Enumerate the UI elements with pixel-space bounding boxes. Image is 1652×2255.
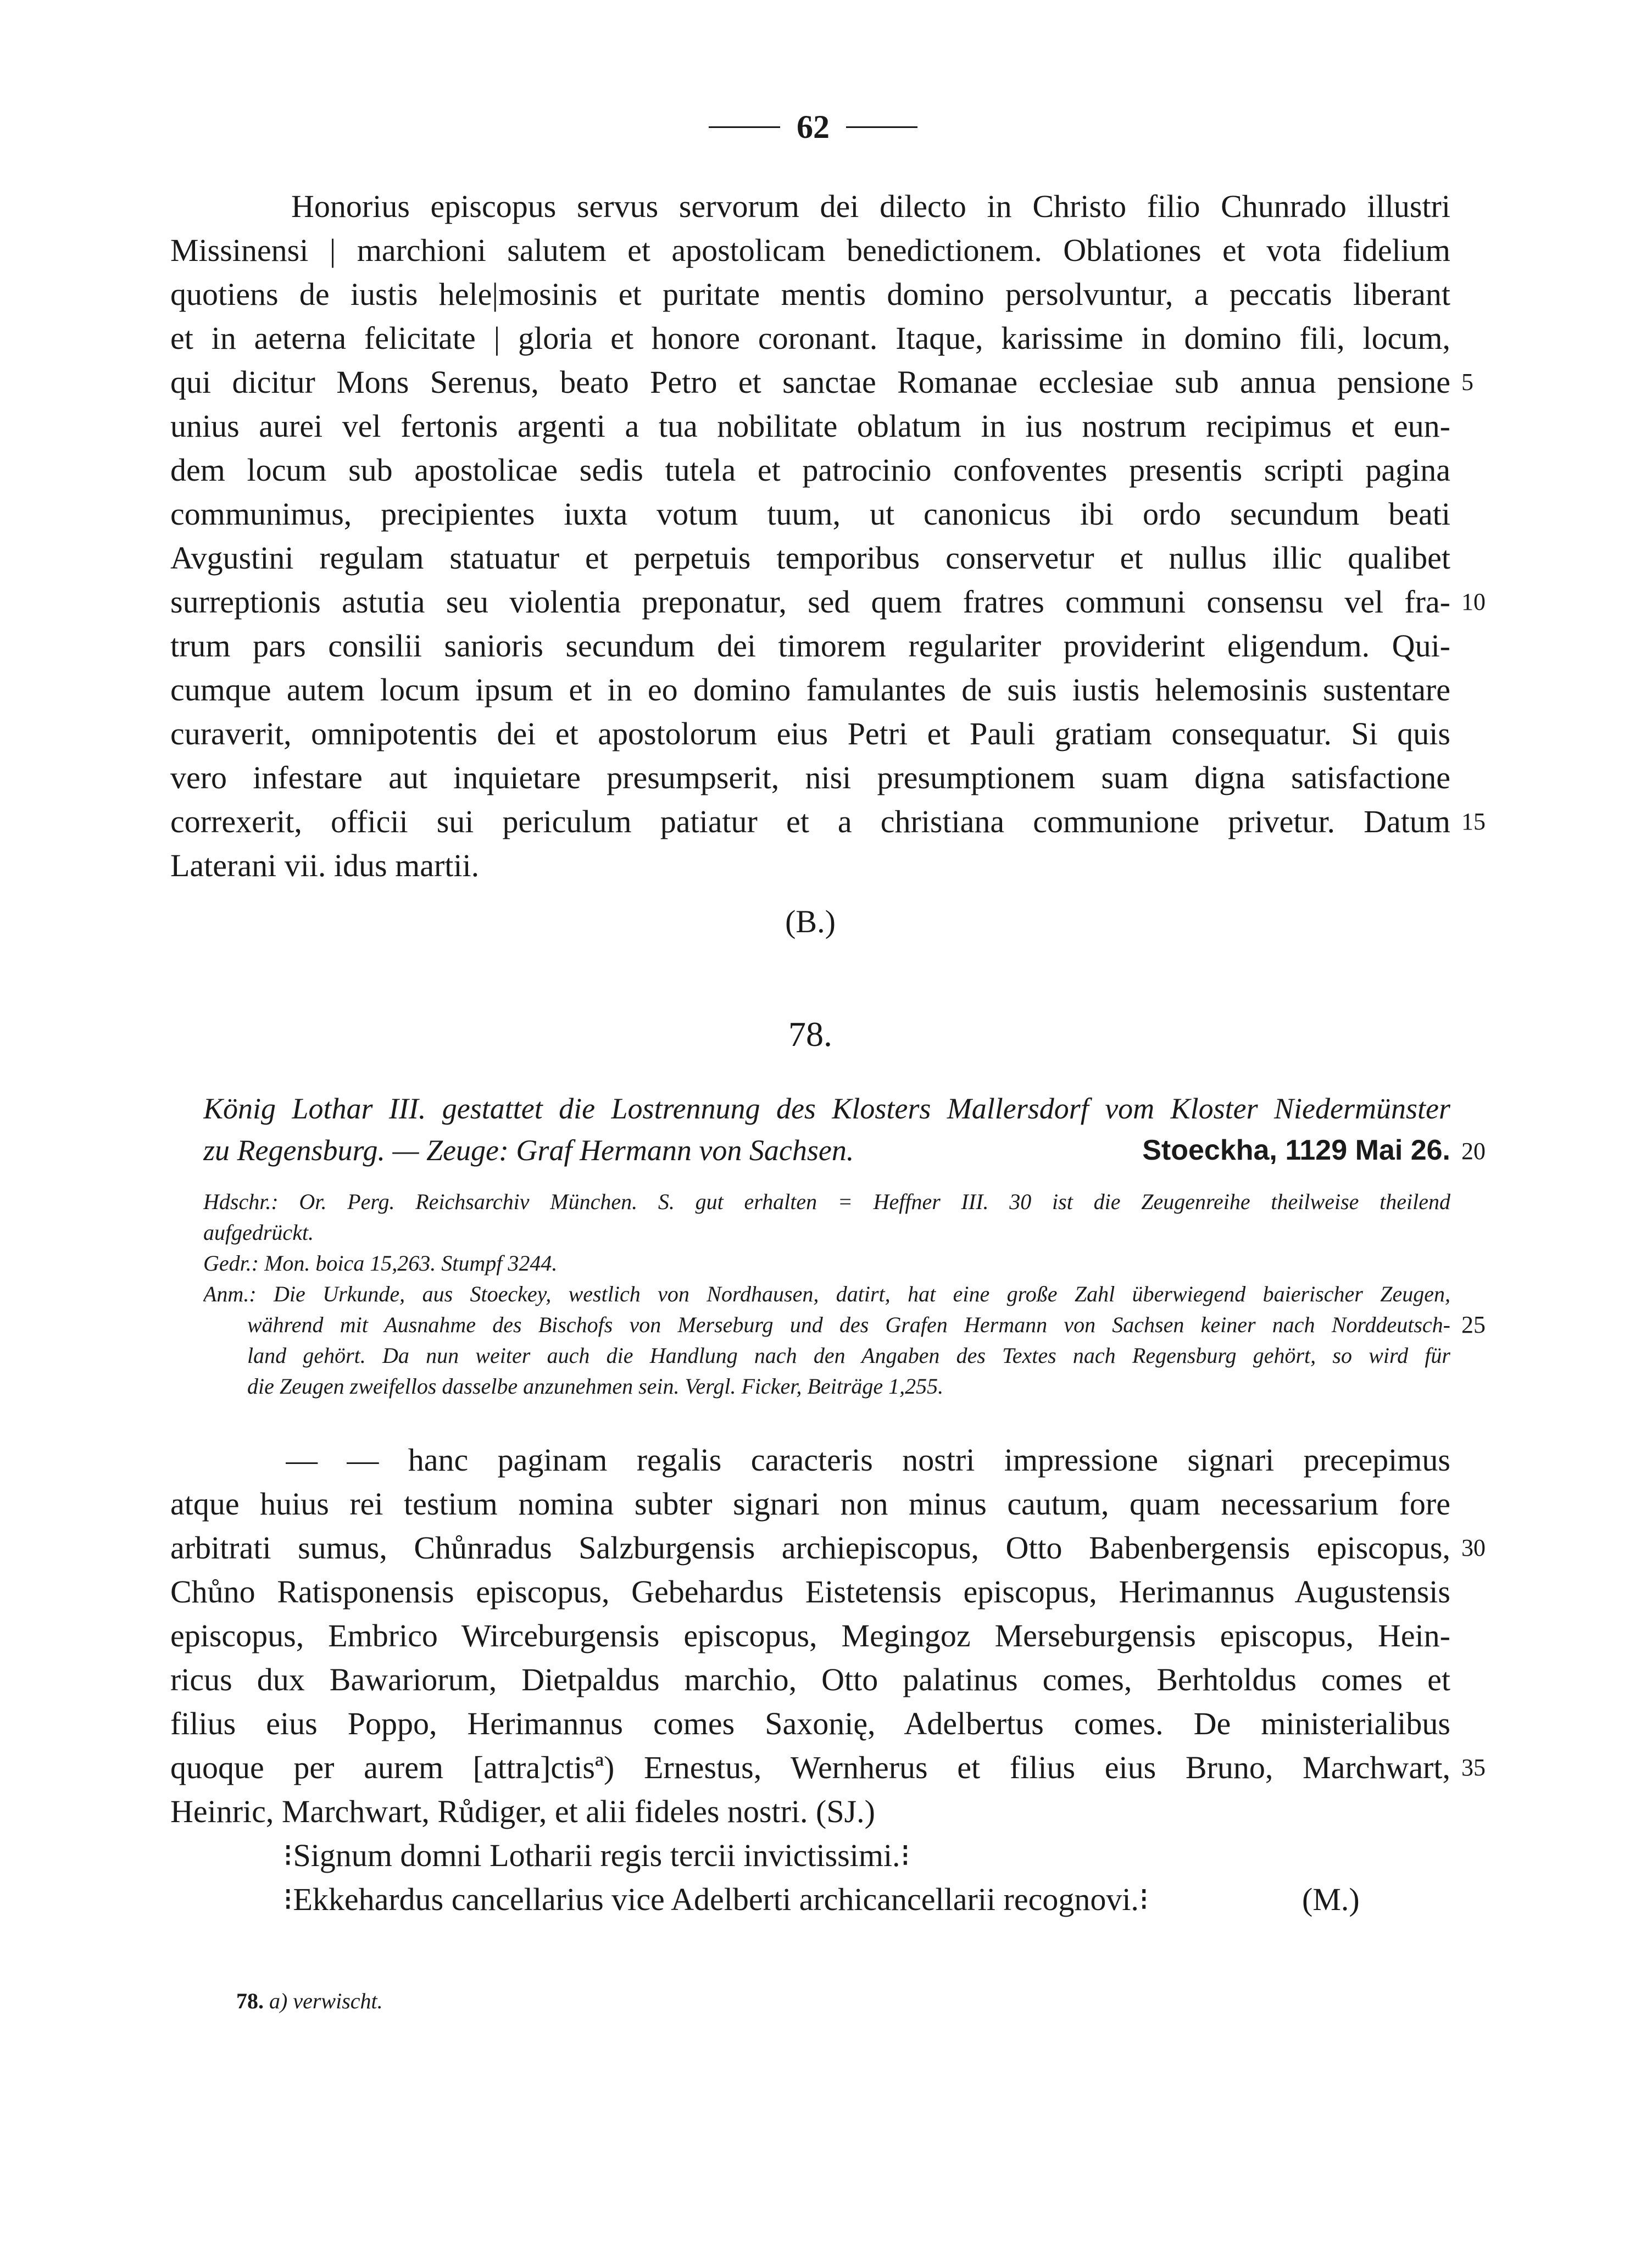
seal-mark: (M.) (1302, 1881, 1360, 1917)
footnote-ref: 78. (236, 1989, 264, 2013)
text-line: et in aeterna felicitate | gloria et honore coronant. Itaque, karissime in domino fili, locum, (170, 320, 1450, 356)
text-line: Honorius episcopus servus servorum dei dilecto in Christo filio Chunrado illustri (291, 188, 1450, 224)
document-number: 78. (788, 1015, 832, 1054)
note-line: die Zeugen zweifellos dasselbe anzunehmen sein. Vergl. Ficker, Beiträge 1,255. (247, 1374, 944, 1399)
footnote-text: a) verwischt. (269, 1989, 383, 2013)
text-line: Laterani vii. idus martii. (170, 848, 480, 883)
note-line: aufgedrückt. (203, 1220, 314, 1245)
note-line: während mit Ausnahme des Bischofs von Merseburg und des Grafen Hermann von Sachsen keiner nach Norddeutsch- (247, 1312, 1450, 1337)
text-line: atque huius rei testium nomina subter signari non minus cautum, quam necessarium fore (170, 1486, 1450, 1522)
note-line: Hdschr.: Or. Perg. Reichsarchiv München. S. gut erhalten = Heffner III. 30 ist die Zeugenreihe theilweise theilend (203, 1189, 1450, 1214)
line-number: 30 (1461, 1534, 1486, 1561)
note-line: land gehört. Da nun weiter auch die Handlung nach den Angaben des Textes nach Regensburg gehört, so wird für (247, 1343, 1450, 1368)
note-line: Gedr.: Mon. boica 15,263. Stumpf 3244. (203, 1251, 558, 1276)
text-line: Chůno Ratisponensis episcopus, Gebehardus Eistetensis episcopus, Herimannus Augustensis (170, 1574, 1450, 1610)
summary-line: zu Regensburg. — Zeuge: Graf Hermann von Sachsen. (203, 1134, 854, 1167)
line-number: 15 (1461, 808, 1486, 835)
text-line: arbitrati sumus, Chůnradus Salzburgensis archiepiscopus, Otto Babenbergensis episcopus, (170, 1530, 1450, 1566)
text-line: surreptionis astutia seu violentia preponatur, sed quem fratres communi consensu vel fra- (170, 584, 1450, 620)
text-line: trum pars consilii sanioris secundum dei timorem regulariter providerint eligendum. Qui- (170, 628, 1450, 664)
text-line: episcopus, Embrico Wirceburgensis episcopus, Megingoz Merseburgensis episcopus, Hein- (170, 1618, 1450, 1653)
text-line: communimus, precipientes iuxta votum tuum, ut canonicus ibi ordo secundum beati (170, 496, 1450, 532)
seal-mark: (B.) (785, 904, 836, 939)
text-line: cumque autem locum ipsum et in eo domino famulantes de suis iustis helemosinis sustentare (170, 672, 1450, 708)
date-place: Stoeckha, 1129 Mai 26. (1142, 1134, 1450, 1166)
summary-line: König Lothar III. gestattet die Lostrennung des Klosters Mallersdorf vom Kloster Niedermünster (203, 1092, 1450, 1125)
text-line: Missinensi | marchioni salutem et apostolicam benedictionem. Oblationes et vota fidelium (170, 232, 1450, 268)
page-number: 62 (797, 108, 830, 145)
text-line: vero infestare aut inquietare presumpserit, nisi presumptionem suam digna satisfactione (170, 760, 1450, 795)
signum-line: ⁝Signum domni Lotharii regis tercii invictissimi.⁝ (283, 1838, 910, 1873)
text-line: dem locum sub apostolicae sedis tutela et patrocinio confoventes presentis scripti pagina (170, 452, 1450, 488)
note-line: Anm.: Die Urkunde, aus Stoeckey, westlich von Nordhausen, datirt, hat eine große Zahl überwiegend baierischer Zeugen, (203, 1282, 1450, 1306)
line-number: 35 (1461, 1754, 1486, 1781)
line-number: 20 (1461, 1138, 1486, 1165)
text-line: quotiens de iustis hele|mosinis et puritate mentis domino persolvuntur, a peccatis liberant (170, 276, 1450, 312)
text-line: unius aurei vel fertonis argenti a tua nobilitate oblatum in ius nostrum recipimus et eun- (170, 408, 1450, 444)
line-number: 5 (1461, 369, 1473, 396)
header-rule-right (846, 126, 917, 128)
text-line: filius eius Poppo, Herimannus comes Saxonię, Adelbertus comes. De ministerialibus (170, 1706, 1450, 1741)
text-line: Heinric, Marchwart, Růdiger, et alii fideles nostri. (SJ.) (170, 1794, 875, 1829)
running-header (670, 108, 956, 146)
text-line: qui dicitur Mons Serenus, beato Petro et sanctae Romanae ecclesiae sub annua pensione (170, 364, 1450, 400)
line-number: 25 (1461, 1311, 1486, 1338)
line-number: 10 (1461, 588, 1486, 615)
text-line: correxerit, officii sui periculum patiatur et a christiana communione privetur. Datum (170, 804, 1450, 839)
text-line: Avgustini regulam statuatur et perpetuis temporibus conservetur et nullus illic qualibet (170, 540, 1450, 576)
text-line: quoque per aurem [attra]ctisª) Ernestus, Wernherus et filius eius Bruno, Marchwart, (170, 1750, 1450, 1785)
footnote (236, 1986, 383, 2017)
header-rule-left (709, 126, 780, 128)
text-line: ricus dux Bawariorum, Dietpaldus marchio, Otto palatinus comes, Berhtoldus comes et (170, 1662, 1450, 1697)
text-line: — — hanc paginam regalis caracteris nostri impressione signari precepimus (286, 1442, 1450, 1478)
text-line: curaverit, omnipotentis dei et apostolorum eius Petri et Pauli gratiam consequatur. Si quis (170, 716, 1450, 751)
recognition-line: ⁝Ekkehardus cancellarius vice Adelberti archicancellarii recognovi.⁝ (283, 1881, 1149, 1917)
